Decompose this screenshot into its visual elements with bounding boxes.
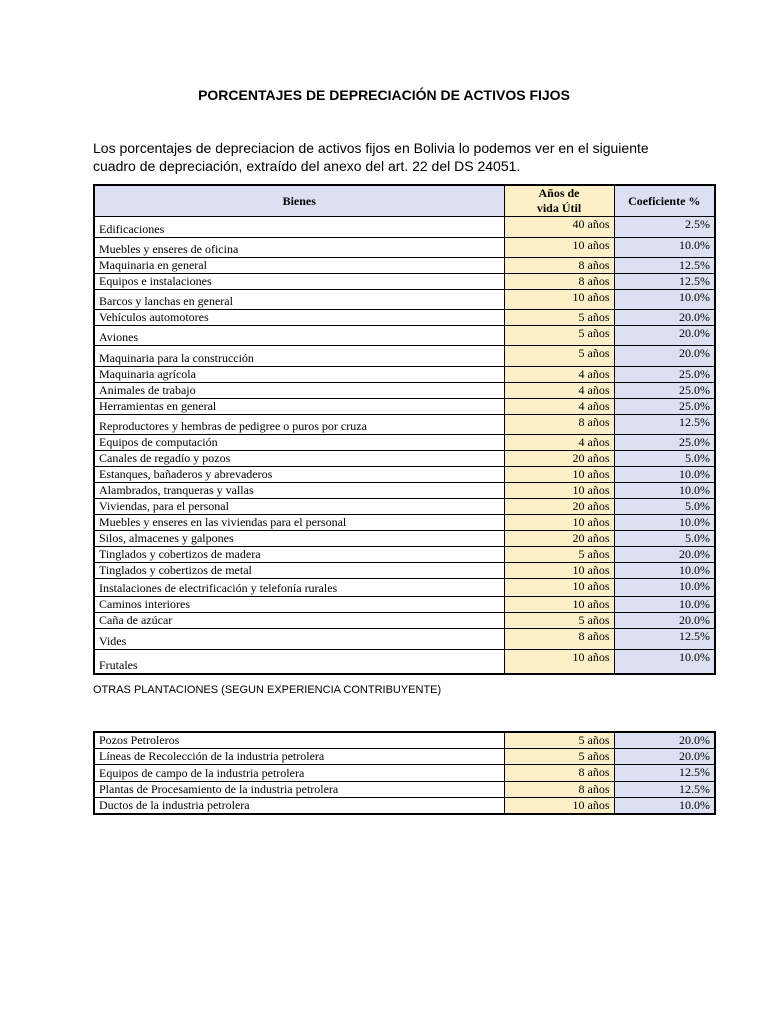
header-years-line2: vida Útil — [536, 201, 582, 215]
cell-coef: 10.0% — [614, 483, 715, 499]
cell-years: 10 años — [504, 483, 614, 499]
cell-coef: 10.0% — [614, 579, 715, 597]
cell-name: Frutales — [94, 650, 504, 674]
cell-years: 10 años — [504, 467, 614, 483]
table-row — [94, 782, 715, 798]
other-plantations-table — [93, 731, 716, 815]
cell-coef: 5.0% — [614, 451, 715, 467]
cell-years: 5 años — [504, 310, 614, 326]
cell-coef: 10.0% — [614, 467, 715, 483]
cell-years: 10 años — [504, 238, 614, 258]
other-plantations-table-body — [94, 732, 715, 814]
cell-coef: 20.0% — [614, 310, 715, 326]
cell-years: 20 años — [504, 531, 614, 547]
cell-years: 40 años — [504, 217, 614, 238]
table-row — [94, 579, 715, 597]
table-row — [94, 515, 715, 531]
table-row — [94, 531, 715, 547]
cell-coef: 12.5% — [614, 258, 715, 274]
cell-coef: 10.0% — [614, 798, 715, 815]
cell-years: 4 años — [504, 367, 614, 383]
table-row — [94, 310, 715, 326]
intro-paragraph: Los porcentajes de depreciacion de activos fijos en Bolivia lo podemos ver en el siguiente cuadro de depreciación, extraído del anexo del art. 22 del DS 24051. — [93, 140, 649, 174]
cell-coef: 2.5% — [614, 217, 715, 238]
table-row — [94, 346, 715, 367]
cell-coef: 25.0% — [614, 399, 715, 415]
table-row — [94, 597, 715, 613]
cell-name: Maquinaria agrícola — [94, 367, 504, 383]
cell-name: Barcos y lanchas en general — [94, 290, 504, 310]
table-row — [94, 258, 715, 274]
header-bienes: Bienes — [94, 185, 504, 217]
cell-name: Ductos de la industria petrolera — [94, 798, 504, 815]
cell-name: Estanques, bañaderos y abrevaderos — [94, 467, 504, 483]
cell-coef: 20.0% — [614, 613, 715, 629]
cell-years: 10 años — [504, 597, 614, 613]
cell-years: 10 años — [504, 650, 614, 674]
other-plantations-title: OTRAS PLANTACIONES (SEGUN EXPERIENCIA CONTRIBUYENTE) — [93, 684, 442, 696]
cell-coef: 10.0% — [614, 650, 715, 674]
cell-years: 8 años — [504, 274, 614, 290]
cell-coef: 20.0% — [614, 547, 715, 563]
cell-years: 8 años — [504, 782, 614, 798]
cell-coef: 25.0% — [614, 435, 715, 451]
header-coef: Coeficiente % — [614, 185, 715, 217]
cell-years: 10 años — [504, 563, 614, 579]
cell-name: Plantas de Procesamiento de la industria petrolera — [94, 782, 504, 798]
cell-years: 5 años — [504, 547, 614, 563]
cell-name: Canales de regadío y pozos — [94, 451, 504, 467]
cell-coef: 5.0% — [614, 531, 715, 547]
cell-years: 20 años — [504, 499, 614, 515]
cell-years: 10 años — [504, 579, 614, 597]
cell-name: Maquinaria en general — [94, 258, 504, 274]
cell-name: Caminos interiores — [94, 597, 504, 613]
depreciation-table-body — [94, 217, 715, 674]
table-row — [94, 547, 715, 563]
cell-name: Herramientas en general — [94, 399, 504, 415]
table-row — [94, 274, 715, 290]
cell-name: Animales de trabajo — [94, 383, 504, 399]
cell-years: 4 años — [504, 383, 614, 399]
cell-coef: 25.0% — [614, 383, 715, 399]
cell-name: Aviones — [94, 326, 504, 346]
cell-coef: 20.0% — [614, 732, 715, 749]
table-row — [94, 367, 715, 383]
cell-years: 4 años — [504, 435, 614, 451]
cell-years: 8 años — [504, 765, 614, 782]
cell-name: Muebles y enseres de oficina — [94, 238, 504, 258]
cell-name: Tinglados y cobertizos de metal — [94, 563, 504, 579]
table-row — [94, 217, 715, 238]
table-row — [94, 732, 715, 749]
cell-years: 8 años — [504, 629, 614, 650]
cell-years: 5 años — [504, 732, 614, 749]
header-years — [504, 185, 614, 217]
table-row — [94, 629, 715, 650]
cell-name: Vides — [94, 629, 504, 650]
cell-name: Equipos de computación — [94, 435, 504, 451]
cell-name: Tinglados y cobertizos de madera — [94, 547, 504, 563]
cell-years: 5 años — [504, 613, 614, 629]
cell-name: Caña de azúcar — [94, 613, 504, 629]
table-row — [94, 399, 715, 415]
cell-coef: 12.5% — [614, 415, 715, 435]
cell-coef: 12.5% — [614, 274, 715, 290]
cell-coef: 10.0% — [614, 515, 715, 531]
table-row — [94, 435, 715, 451]
cell-years: 5 años — [504, 749, 614, 765]
cell-years: 8 años — [504, 258, 614, 274]
table-row — [94, 326, 715, 346]
table-row — [94, 650, 715, 674]
cell-name: Equipos de campo de la industria petrolera — [94, 765, 504, 782]
table-row — [94, 499, 715, 515]
table-row — [94, 467, 715, 483]
cell-name: Viviendas, para el personal — [94, 499, 504, 515]
cell-coef: 12.5% — [614, 629, 715, 650]
cell-name: Líneas de Recolección de la industria petrolera — [94, 749, 504, 765]
cell-name: Alambrados, tranqueras y vallas — [94, 483, 504, 499]
table-row — [94, 383, 715, 399]
cell-name: Reproductores y hembras de pedigree o puros por cruza — [94, 415, 504, 435]
cell-name: Edificaciones — [94, 217, 504, 238]
table-row — [94, 483, 715, 499]
cell-coef: 25.0% — [614, 367, 715, 383]
cell-coef: 10.0% — [614, 563, 715, 579]
cell-coef: 20.0% — [614, 346, 715, 367]
page-title: PORCENTAJES DE DEPRECIACIÓN DE ACTIVOS FIJOS — [198, 87, 570, 103]
cell-coef: 12.5% — [614, 765, 715, 782]
table-row — [94, 415, 715, 435]
table-row — [94, 238, 715, 258]
table-row — [94, 749, 715, 765]
cell-years: 20 años — [504, 451, 614, 467]
cell-coef: 10.0% — [614, 597, 715, 613]
cell-years: 10 años — [504, 290, 614, 310]
cell-years: 4 años — [504, 399, 614, 415]
cell-coef: 10.0% — [614, 290, 715, 310]
table-row — [94, 765, 715, 782]
depreciation-table — [93, 184, 716, 675]
cell-name: Instalaciones de electrificación y telefonía rurales — [94, 579, 504, 597]
cell-coef: 20.0% — [614, 749, 715, 765]
cell-name: Silos, almacenes y galpones — [94, 531, 504, 547]
cell-coef: 12.5% — [614, 782, 715, 798]
table-row — [94, 451, 715, 467]
header-years-line1: Años de — [538, 186, 580, 200]
table-row — [94, 798, 715, 815]
cell-name: Pozos Petroleros — [94, 732, 504, 749]
table-row — [94, 290, 715, 310]
cell-coef: 10.0% — [614, 238, 715, 258]
cell-name: Maquinaria para la construcción — [94, 346, 504, 367]
cell-years: 5 años — [504, 326, 614, 346]
cell-years: 10 años — [504, 515, 614, 531]
table-row — [94, 563, 715, 579]
cell-years: 10 años — [504, 798, 614, 815]
cell-name: Muebles y enseres en las viviendas para el personal — [94, 515, 504, 531]
cell-name: Vehículos automotores — [94, 310, 504, 326]
cell-years: 5 años — [504, 346, 614, 367]
table-row — [94, 613, 715, 629]
cell-coef: 5.0% — [614, 499, 715, 515]
cell-coef: 20.0% — [614, 326, 715, 346]
cell-years: 8 años — [504, 415, 614, 435]
cell-name: Equipos e instalaciones — [94, 274, 504, 290]
